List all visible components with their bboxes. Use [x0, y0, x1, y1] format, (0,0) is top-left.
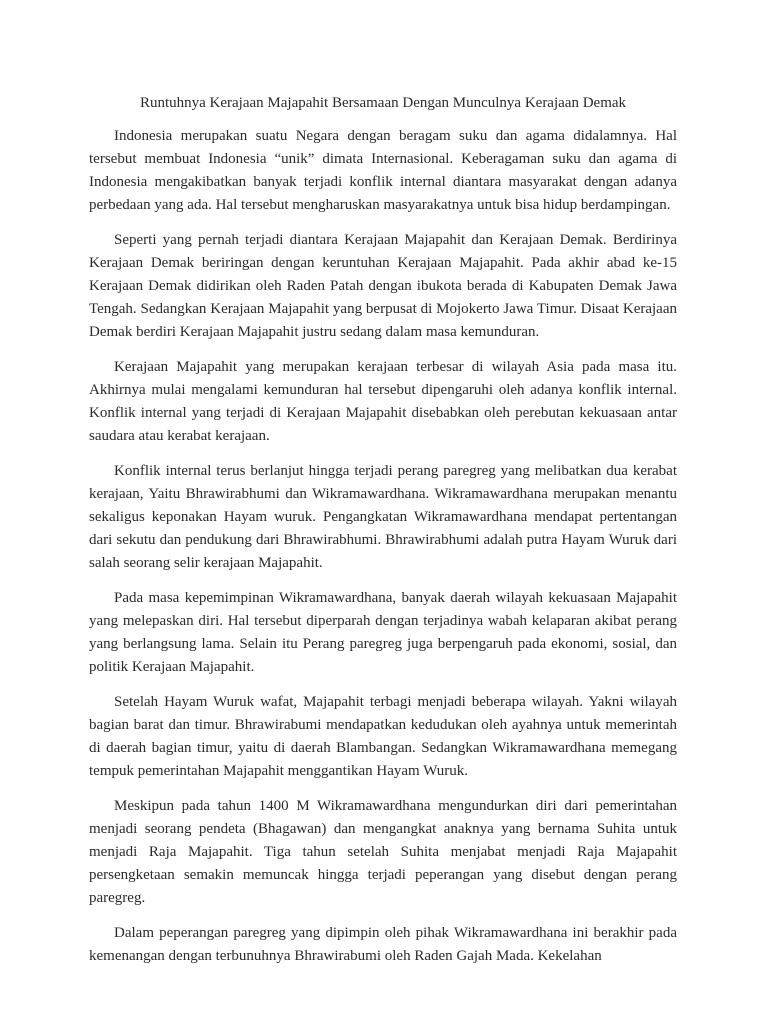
- paragraph-8: Dalam peperangan paregreg yang dipimpin oleh pihak Wikramawardhana ini berakhir pada kemenangan dengan terbunuhnya Bhrawirabumi oleh Raden Gajah Mada. Kekelahan: [89, 925, 677, 964]
- paragraph-2: Seperti yang pernah terjadi diantara Kerajaan Majapahit dan Kerajaan Demak. Berdirinya Kerajaan Demak beriringan dengan keruntuhan Kerajaan Majapahit. Pada akhir abad ke-15 Kerajaan Demak didirikan oleh Raden Patah dengan ibukota berada di Kabupaten Demak Jawa Tengah. Sedangkan Kerajaan Majapahit yang berpusat di Mojokerto Jawa Timur. Disaat Kerajaan Demak berdiri Kerajaan Majapahit justru sedang dalam masa kemunduran.: [89, 232, 677, 340]
- paragraph-1: Indonesia merupakan suatu Negara dengan beragam suku dan agama didalamnya. Hal tersebut membuat Indonesia “unik” dimata Internasional. Keberagaman suku dan agama di Indonesia mengakibatkan banyak terjadi konflik internal diantara masyarakat dengan adanya perbedaan yang ada. Hal tersebut mengharuskan masyarakatnya untuk bisa hidup berdampingan.: [89, 128, 677, 213]
- document-body: [89, 92, 677, 980]
- document-title: Runtuhnya Kerajaan Majapahit Bersamaan Dengan Munculnya Kerajaan Demak: [139, 95, 627, 111]
- paragraph-5: Pada masa kepemimpinan Wikramawardhana, banyak daerah wilayah kekuasaan Majapahit yang melepaskan diri. Hal tersebut diperparah dengan terjadinya wabah kelaparan akibat perang yang berlangsung lama. Selain itu Perang paregreg juga berpengaruh pada ekonomi, sosial, dan politik Kerajaan Majapahit.: [89, 590, 677, 675]
- paragraph-6: Setelah Hayam Wuruk wafat, Majapahit terbagi menjadi beberapa wilayah. Yakni wilayah bagian barat dan timur. Bhrawirabumi mendapatkan kedudukan oleh ayahnya untuk memerintah di daerah bagian timur, yaitu di daerah Blambangan. Sedangkan Wikramawardhana memegang tempuk pemerintahan Majapahit menggantikan Hayam Wuruk.: [89, 694, 677, 779]
- paragraph-7: Meskipun pada tahun 1400 M Wikramawardhana mengundurkan diri dari pemerintahan menjadi seorang pendeta (Bhagawan) dan mengangkat anaknya yang bernama Suhita untuk menjadi Raja Majapahit. Tiga tahun setelah Suhita menjabat menjadi Raja Majapahit persengketaan semakin memuncak hingga terjadi peperangan yang disebut dengan perang paregreg.: [89, 798, 677, 906]
- paragraph-3: Kerajaan Majapahit yang merupakan kerajaan terbesar di wilayah Asia pada masa itu. Akhirnya mulai mengalami kemunduran hal tersebut dipengaruhi oleh adanya konflik internal. Konflik internal yang terjadi di Kerajaan Majapahit disebabkan oleh perebutan kekuasaan antar saudara atau kerabat kerajaan.: [89, 359, 677, 444]
- paragraph-4: Konflik internal terus berlanjut hingga terjadi perang paregreg yang melibatkan dua kerabat kerajaan, Yaitu Bhrawirabhumi dan Wikramawardhana. Wikramawardhana merupakan menantu sekaligus keponakan Hayam wuruk. Pengangkatan Wikramawardhana mendapat pertentangan dari sekutu dan pendukung dari Bhrawirabhumi. Bhrawirabhumi adalah putra Hayam Wuruk dari salah seorang selir kerajaan Majapahit.: [89, 463, 677, 571]
